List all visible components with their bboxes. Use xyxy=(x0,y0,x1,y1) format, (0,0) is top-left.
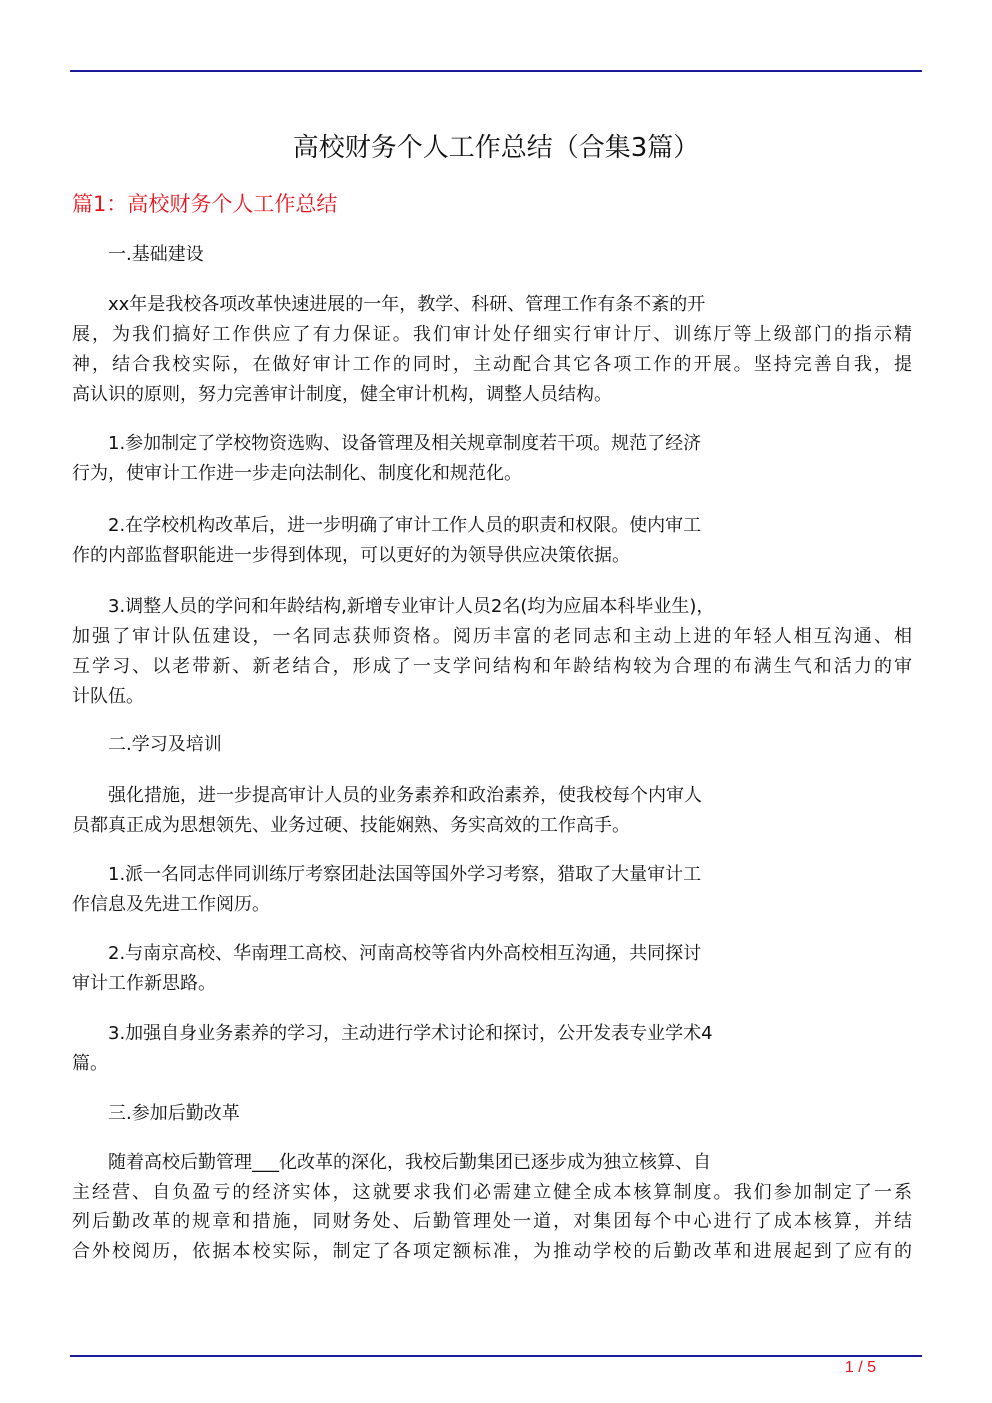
text-line: 1.派一名同志伴同训练厅考察团赴法国等国外学习考察，猎取了大量审计工 xyxy=(108,864,702,885)
section-heading: 篇1：高校财务个人工作总结 xyxy=(72,192,338,216)
text-line: 1.参加制定了学校物资选购、设备管理及相关规章制度若干项。规范了经济 xyxy=(108,433,702,454)
page-indicator: 1 / 5 xyxy=(844,1359,876,1376)
text-line: 随着高校后勤管理___化改革的深化，我校后勤集团已逐步成为独立核算、自 xyxy=(108,1152,711,1173)
text-line: 主经营、自负盈亏的经济实体，这就要求我们必需建立健全成本核算制度。我们参加制定了一系 xyxy=(72,1181,912,1203)
text-line: 互学习、以老带新、新老结合，形成了一支学问结构和年龄结构较为合理的布满生气和活力的审 xyxy=(72,656,912,677)
text-line: 神，结合我校实际，在做好审计工作的同时，主动配合其它各项工作的开展。坚持完善自我，提 xyxy=(72,354,912,375)
text-line: 员都真正成为思想领先、业务过硬、技能娴熟、务实高效的工作高手。 xyxy=(72,814,630,836)
text-line: 合外校阅历，依据本校实际，制定了各项定额标准，为推动学校的后勤改革和进展起到了应有的 xyxy=(72,1240,912,1262)
text-line: 3.加强自身业务素养的学习，主动进行学术讨论和探讨，公开发表专业学术4 xyxy=(108,1023,713,1044)
text-line: 高认识的原则，努力完善审计制度，健全审计机构，调整人员结构。 xyxy=(72,384,612,405)
text-line: 行为，使审计工作进一步走向法制化、制度化和规范化。 xyxy=(72,463,522,484)
text-line: 审计工作新思路。 xyxy=(72,972,216,994)
text-line: 作信息及先进工作阅历。 xyxy=(72,893,270,915)
text-line: 三.参加后勤改革 xyxy=(108,1103,240,1124)
text-line: 一.基础建设 xyxy=(108,244,204,265)
text-line: 强化措施，进一步提高审计人员的业务素养和政治素养，使我校每个内审人 xyxy=(108,785,702,806)
text-line: 作的内部监督职能进一步得到体现，可以更好的为领导供应决策依据。 xyxy=(72,544,630,566)
text-line: 二.学习及培训 xyxy=(108,734,222,755)
header-rule xyxy=(70,70,922,72)
footer-rule xyxy=(70,1355,922,1357)
text-line: 列后勤改革的规章和措施，同财务处、后勤管理处一道，对集团每个中心进行了成本核算，并结 xyxy=(72,1211,912,1233)
text-line: xx年是我校各项改革快速进展的一年，教学、科研、管理工作有条不紊的开 xyxy=(108,294,706,315)
text-line: 2.与南京高校、华南理工高校、河南高校等省内外高校相互沟通，共同探讨 xyxy=(108,943,702,964)
text-line: 3.调整人员的学问和年龄结构,新增专业审计人员2名(均为应届本科毕业生)， xyxy=(108,596,715,617)
text-line: 展，为我们搞好工作供应了有力保证。我们审计处仔细实行审计厅、训练厅等上级部门的指示精 xyxy=(72,324,912,345)
text-line: 篇。 xyxy=(72,1052,108,1074)
text-line: 计队伍。 xyxy=(72,686,144,707)
text-line: 2.在学校机构改革后，进一步明确了审计工作人员的职责和权限。使内审工 xyxy=(108,515,702,536)
document-title: 高校财务个人工作总结（合集3篇） xyxy=(292,133,700,163)
text-line: 加强了审计队伍建设，一名同志获师资格。阅历丰富的老同志和主动上进的年轻人相互沟通、相 xyxy=(72,626,912,647)
